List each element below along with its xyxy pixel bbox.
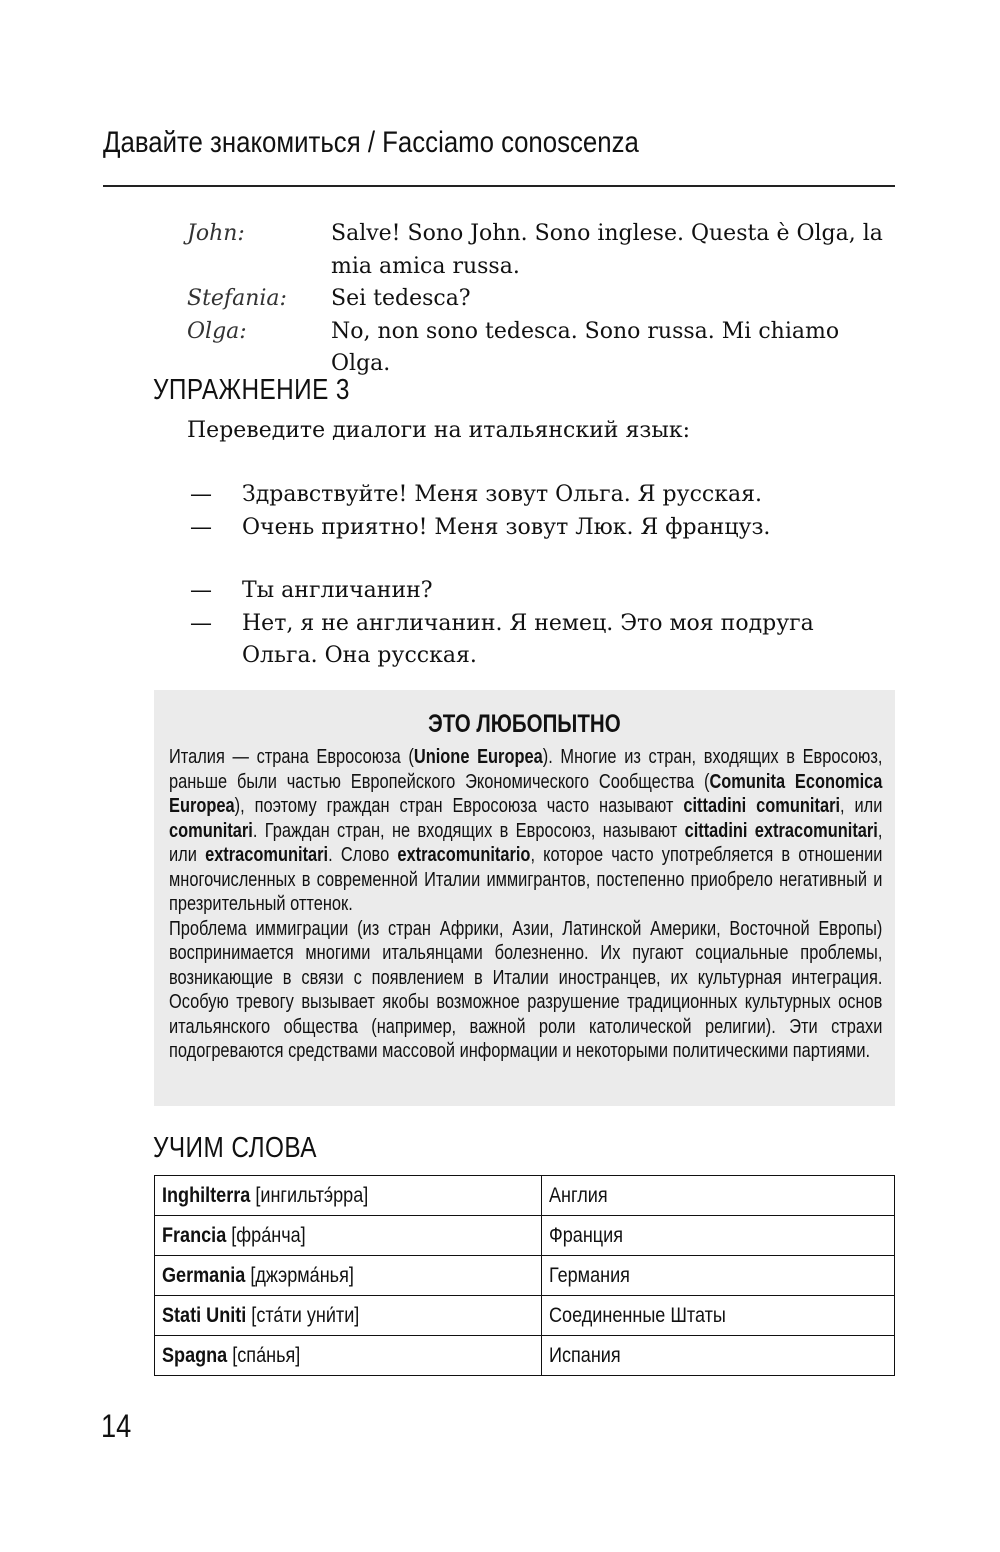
dialog-line: No, non sono tedesca. Sono russa. Mi chiamo Olga. bbox=[331, 318, 840, 376]
dialog-line: Salve! Sono John. Sono inglese. Questa è Olga, la mia amica russa. bbox=[331, 221, 883, 279]
dialog-speaker: John: bbox=[187, 221, 245, 246]
info-box-paragraph: Проблема иммиграции (из стран Африки, Азии, Латинской Америки, Восточной Европы) воспринимается многими итальянцами болезненно. Их пугают социальные проблемы, возникающие в связи с появлением в Италии иностранцев, их культурная интеграция. Особую тревогу вызывает якобы возможное разрушение традиционных культурных основ итальянского общества (например, важной роли католической религии). Эти страхи подогреваются средствами массовой информации и некоторыми политическими партиями. bbox=[169, 917, 883, 1062]
text-run: , или bbox=[840, 795, 883, 817]
vocab-word-cell bbox=[155, 1216, 542, 1256]
translation: Англия bbox=[549, 1183, 608, 1207]
dash-list-2 bbox=[190, 575, 895, 673]
pronunciation: [ингильтэ́рра] bbox=[255, 1183, 369, 1207]
word: Germania bbox=[162, 1263, 246, 1287]
vocab-word bbox=[162, 1264, 354, 1288]
pronunciation: [ста́ти уни́ти] bbox=[251, 1303, 360, 1327]
info-box-title-text: ЭТО ЛЮБОПЫТНО bbox=[428, 710, 621, 738]
exercise-title: УПРАЖНЕНИЕ 3 bbox=[153, 374, 350, 406]
vocab-word bbox=[162, 1184, 368, 1208]
term: comunitari bbox=[169, 819, 253, 842]
info-box bbox=[154, 690, 895, 1106]
translation: Германия bbox=[549, 1263, 630, 1287]
info-box-title bbox=[154, 710, 895, 739]
vocab-word-cell bbox=[155, 1336, 542, 1376]
dialog-row bbox=[187, 316, 895, 381]
vocab-word-cell bbox=[155, 1296, 542, 1336]
dash-text: Нет, я не англичанин. Я немец. Это моя подруга Ольга. Она русская. bbox=[242, 610, 814, 668]
dialog-speaker: Olga: bbox=[187, 318, 247, 344]
pronunciation: [спа́нья] bbox=[232, 1343, 301, 1367]
dialog bbox=[187, 218, 895, 381]
translation: Франция bbox=[549, 1223, 624, 1247]
vocab-title: УЧИМ СЛОВА bbox=[153, 1132, 317, 1164]
word: Inghilterra bbox=[162, 1183, 251, 1207]
pronunciation: [джэрма́нья] bbox=[250, 1263, 354, 1287]
text-run: , или bbox=[169, 819, 883, 866]
dash-item bbox=[190, 575, 895, 608]
term: Comunita Economica Europea bbox=[169, 770, 883, 817]
dash-text: Здравствуйте! Меня зовут Ольга. Я русская. bbox=[242, 482, 762, 507]
vocab-translation-cell bbox=[542, 1296, 895, 1336]
text-run: ). Многие из стран, входящих в Евросоюз, раньше были частью Европейского Экономического Сообщества ( bbox=[169, 746, 883, 793]
vocab-word bbox=[162, 1344, 300, 1368]
table-row bbox=[155, 1216, 895, 1256]
translation: Испания bbox=[549, 1343, 621, 1367]
dash-item bbox=[190, 608, 895, 673]
vocab-translation-cell bbox=[542, 1256, 895, 1296]
translation: Соединенные Штаты bbox=[549, 1303, 726, 1327]
dash-mark: — bbox=[190, 482, 212, 507]
term: Unione Europea bbox=[413, 746, 543, 768]
vocab-translation-cell bbox=[542, 1176, 895, 1216]
info-box-paragraph bbox=[169, 745, 882, 917]
text-run: ), поэтому граждан стран Евросоюза часто называют bbox=[234, 795, 684, 817]
dash-mark: — bbox=[190, 610, 212, 636]
vocab-translation-cell bbox=[542, 1216, 895, 1256]
vocab-word bbox=[162, 1304, 359, 1328]
word: Spagna bbox=[162, 1343, 228, 1367]
pronunciation: [фра́нча] bbox=[231, 1223, 306, 1247]
dialog-row bbox=[187, 218, 895, 283]
table-row bbox=[155, 1336, 895, 1376]
term: extracomunitario bbox=[397, 844, 531, 866]
table-row bbox=[155, 1296, 895, 1336]
term: cittadini comunitari bbox=[683, 795, 841, 817]
text-run: Италия — страна Евросоюза ( bbox=[169, 746, 414, 768]
vocab-word bbox=[162, 1224, 306, 1248]
header-rule bbox=[103, 185, 895, 187]
table-row bbox=[155, 1256, 895, 1296]
dash-text: Ты англичанин? bbox=[242, 578, 433, 603]
dialog-speaker: Stefania: bbox=[187, 286, 287, 311]
text-run: . Граждан стран, не входящих в Евросоюз, называют bbox=[252, 819, 685, 842]
dialog-line: Sei tedesca? bbox=[331, 286, 471, 311]
word: Stati Uniti bbox=[162, 1303, 247, 1327]
dash-text: Очень приятно! Меня зовут Люк. Я француз. bbox=[242, 514, 771, 540]
word: Francia bbox=[162, 1223, 227, 1247]
table-row bbox=[155, 1176, 895, 1216]
page-number: 14 bbox=[101, 1408, 132, 1444]
info-box-body bbox=[169, 745, 882, 1064]
dash-item bbox=[190, 479, 895, 512]
term: extracomunitari bbox=[205, 844, 329, 866]
vocab-table bbox=[154, 1175, 895, 1376]
text-run: , которое часто употребляется в отношении многочисленных в современной Италии иммигрантов, постепенно приобрело негативный и презрительный оттенок. bbox=[169, 844, 883, 915]
vocab-word-cell bbox=[155, 1176, 542, 1216]
vocab-word-cell bbox=[155, 1256, 542, 1296]
dash-item bbox=[190, 512, 895, 545]
running-header: Давайте знакомиться / Facciamo conoscenza bbox=[103, 126, 639, 159]
dash-mark: — bbox=[190, 578, 212, 603]
vocab-translation-cell bbox=[542, 1336, 895, 1376]
dialog-row bbox=[187, 283, 895, 316]
term: cittadini extracomunitari bbox=[684, 819, 878, 842]
dash-list-1 bbox=[190, 479, 895, 544]
dash-mark: — bbox=[190, 514, 212, 540]
exercise-instruction: Переведите диалоги на итальянский язык: bbox=[187, 418, 690, 443]
text-run: . Слово bbox=[328, 844, 398, 866]
